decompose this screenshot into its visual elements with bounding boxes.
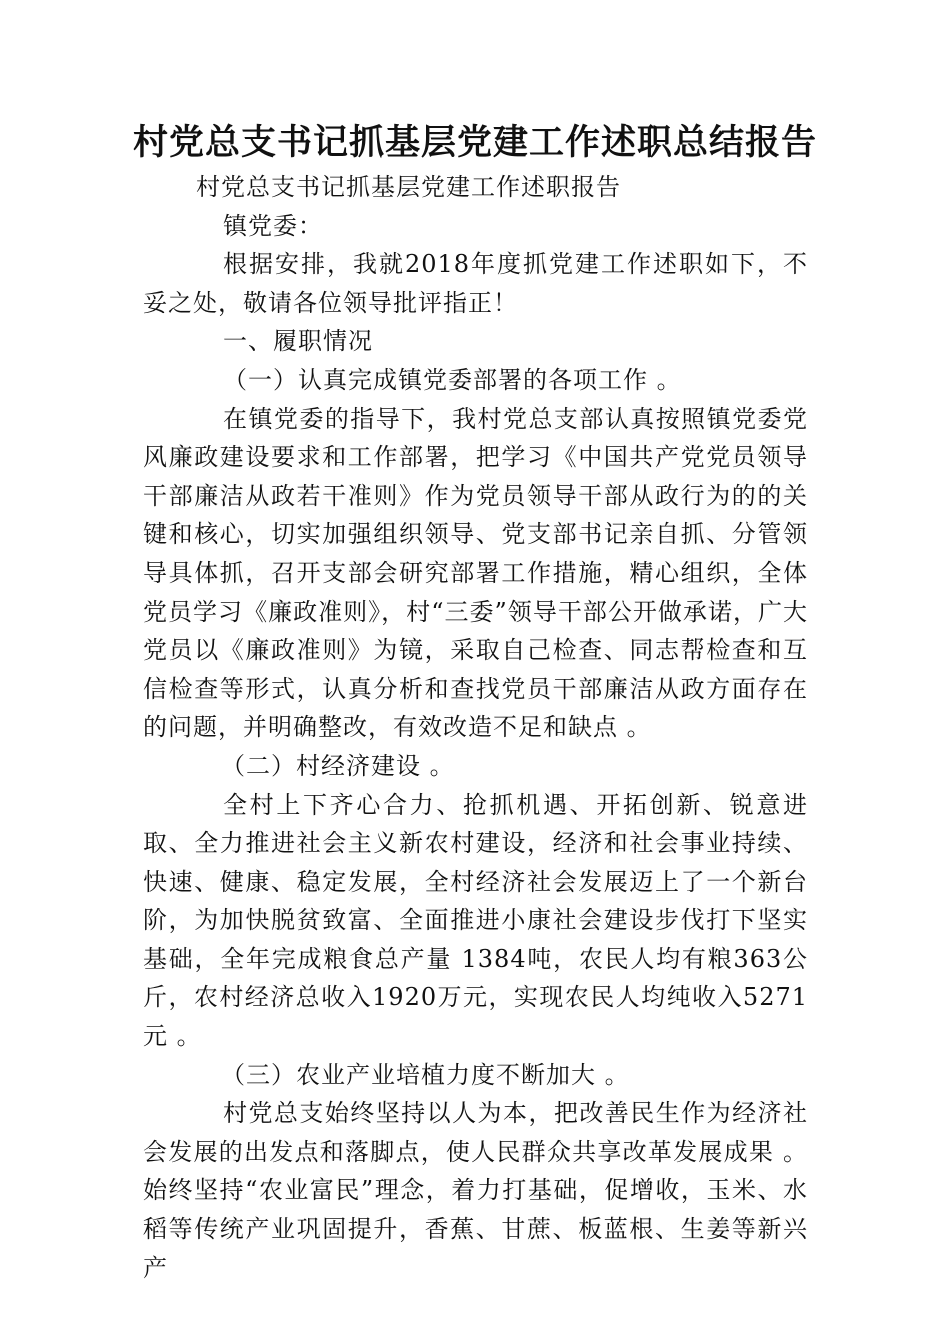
subsection-heading: （三）农业产业培植力度不断加大 。	[221, 1060, 630, 1089]
document-body	[143, 168, 808, 1287]
body-paragraph: 在镇党委的指导下，我村党总支部认真按照镇党委党风廉政建设要求和工作部署，把学习《中国共产党党员领导干部廉洁从政若干准则》作为党员领导干部从政行为的的关键和核心，切实加强组织领导、党支部书记亲自抓、分管领导具体抓，召开支部会研究部署工作措施，精心组织，全体党员学习《廉政准则》，村“三委”领导干部公开做承诺，广大党员以《廉政准则》为镜，采取自己检查、同志帮检查和互信检查等形式，认真分析和查找党员干部廉洁从政方面存在的问题，并明确整改，有效改造不足和缺点 。	[143, 404, 808, 742]
salutation-paragraph: 镇党委：	[223, 211, 323, 240]
section-heading: 一、履职情况	[223, 327, 373, 356]
body-paragraph: 根据安排，我就2018年度抓党建工作述职如下，不妥之处，敬请各位领导批评指正！	[143, 250, 808, 317]
document-title: 村党总支书记抓基层党建工作述职总结报告	[132, 123, 817, 163]
subsection-heading: （一）认真完成镇党委部署的各项工作 。	[223, 365, 682, 394]
subsection-heading: （二）村经济建设 。	[221, 751, 455, 780]
body-paragraph: 全村上下齐心合力、抢抓机遇、开拓创新、锐意进取、全力推进社会主义新农村建设，经济和社会事业持续、快速、健康、稳定发展，全村经济社会发展迈上了一个新台阶，为加快脱贫致富、全面推进小康社会建设步伐打下坚实基础，全年完成粮食总产量 1384吨，农民人均有粮363公斤，农村经济总收入1920万元，实现农民人均纯收入5271元 。	[143, 790, 808, 1051]
subtitle-paragraph: 村党总支书记抓基层党建工作述职报告	[196, 173, 621, 201]
body-paragraph: 村党总支始终坚持以人为本，把改善民生作为经济社会发展的出发点和落脚点，使人民群众共享改革发展成果 。始终坚持“农业富民”理念，着力打基础，促增收，玉米、水稻等传统产业巩固提升，香蕉、甘蔗、板蓝根、生姜等新兴产	[143, 1099, 808, 1282]
